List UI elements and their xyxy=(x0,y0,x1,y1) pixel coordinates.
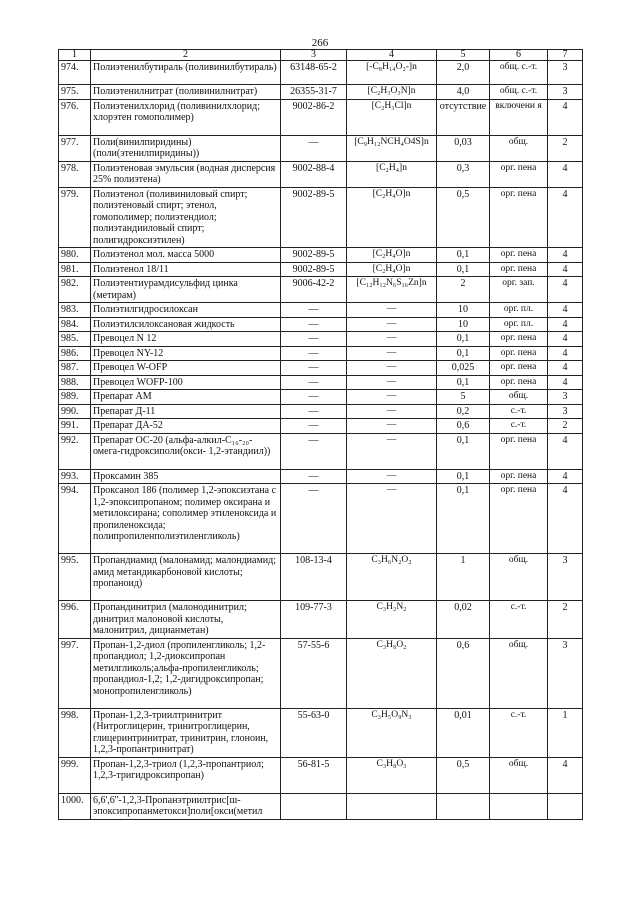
cell-value: 0,1 xyxy=(437,469,490,484)
cell-formula: [C₂H₄O]n xyxy=(347,187,437,248)
cell-name: Полиэтилгидросилоксан xyxy=(91,303,281,318)
cell-cls: 4 xyxy=(548,484,583,554)
cell-formula: — xyxy=(347,419,437,434)
cell-formula: [C₂H₄]n xyxy=(347,161,437,187)
cell-value: 0,1 xyxy=(437,248,490,263)
cell-formula: — xyxy=(347,317,437,332)
cell-state: орг. пена xyxy=(490,187,548,248)
cell-cls: 2 xyxy=(548,601,583,639)
cell-cls: 4 xyxy=(548,262,583,277)
column-header: 4 xyxy=(347,50,437,61)
cell-num: 992. xyxy=(59,433,91,469)
table-row xyxy=(59,638,583,708)
table-row xyxy=(59,433,583,469)
cell-cas: — xyxy=(281,469,347,484)
cell-value: 0,3 xyxy=(437,161,490,187)
cell-formula: — xyxy=(347,390,437,405)
table-row xyxy=(59,390,583,405)
cell-state: включени я xyxy=(490,99,548,135)
cell-cas: 9002-89-5 xyxy=(281,262,347,277)
cell-formula: [-C₈H₁₄O₂-]n xyxy=(347,61,437,85)
cell-cas: 9002-88-4 xyxy=(281,161,347,187)
cell-cls: 4 xyxy=(548,187,583,248)
cell-value: 0,5 xyxy=(437,187,490,248)
cell-state: общ. с.-т. xyxy=(490,61,548,85)
cell-value: 10 xyxy=(437,317,490,332)
cell-state: орг. пена xyxy=(490,262,548,277)
cell-cls: 4 xyxy=(548,99,583,135)
cell-value: 0,03 xyxy=(437,135,490,161)
cell-cas: 109-77-3 xyxy=(281,601,347,639)
cell-state: орг. пена xyxy=(490,248,548,263)
cell-formula: — xyxy=(347,375,437,390)
cell-cls: 4 xyxy=(548,433,583,469)
cell-name: Полиэтенилхлорид (поливинилхлорид; хлорэтен гомополимер) xyxy=(91,99,281,135)
cell-cas: 9002-86-2 xyxy=(281,99,347,135)
column-header: 2 xyxy=(91,50,281,61)
cell-num: 987. xyxy=(59,361,91,376)
cell-name: Поли(винилпиридины) (поли(этенилпиридины)) xyxy=(91,135,281,161)
cell-name: Проксанол 186 (полимер 1,2-эпоксиэтана с 1,2-эпоксипропаном; полимер оксирана и метилоксирана; сополимер этиленоксида и пропиленоксида; полипропиленполиэтиленгликоль) xyxy=(91,484,281,554)
cell-name: 6,6',6''-1,2,3-Пропанэтриилтрис[ш-эпоксипропанметокси]поли[окси(метил xyxy=(91,793,281,819)
cell-formula: [C₉H₁₂NCH₄O4S]n xyxy=(347,135,437,161)
cell-cas: — xyxy=(281,484,347,554)
table-row xyxy=(59,85,583,100)
cell-formula xyxy=(347,793,437,819)
table-row xyxy=(59,346,583,361)
cell-state: орг. зап. xyxy=(490,277,548,303)
cell-state: общ. xyxy=(490,757,548,793)
cell-name: Полиэтенилбутираль (поливинилбутираль) xyxy=(91,61,281,85)
cell-cas: — xyxy=(281,346,347,361)
cell-cls: 4 xyxy=(548,346,583,361)
cell-formula: [C₁₂H₁₂N₆S₁₆Zn]n xyxy=(347,277,437,303)
cell-value xyxy=(437,793,490,819)
cell-name: Полиэтеновая эмульсия (водная дисперсия 25% полиэтена) xyxy=(91,161,281,187)
cell-state: с.-т. xyxy=(490,419,548,434)
cell-value: 2,0 xyxy=(437,61,490,85)
cell-name: Превоцел N 12 xyxy=(91,332,281,347)
page-number: 266 xyxy=(311,37,329,49)
cell-cas: 108-13-4 xyxy=(281,554,347,601)
cell-state: общ. xyxy=(490,638,548,708)
cell-num: 988. xyxy=(59,375,91,390)
cell-name: Превоцел NY-12 xyxy=(91,346,281,361)
cell-num: 974. xyxy=(59,61,91,85)
table-row xyxy=(59,601,583,639)
cell-cas: — xyxy=(281,375,347,390)
cell-state: с.-т. xyxy=(490,404,548,419)
cell-num: 995. xyxy=(59,554,91,601)
column-header: 6 xyxy=(490,50,548,61)
cell-state: общ. xyxy=(490,135,548,161)
cell-value: 0,1 xyxy=(437,484,490,554)
cell-name: Препарат ОС-20 (альфа-алкил-C₁₆-₂₀-омега-гидроксиполи(окси- 1,2-этандиил)) xyxy=(91,433,281,469)
cell-cls: 4 xyxy=(548,161,583,187)
substances-table xyxy=(58,49,583,820)
cell-value: 0,025 xyxy=(437,361,490,376)
cell-name: Препарат Д-11 xyxy=(91,404,281,419)
cell-num: 996. xyxy=(59,601,91,639)
cell-value: 0,01 xyxy=(437,708,490,757)
cell-value: 0,1 xyxy=(437,346,490,361)
cell-cls: 2 xyxy=(548,135,583,161)
cell-value: 0,1 xyxy=(437,375,490,390)
cell-formula: — xyxy=(347,346,437,361)
cell-cls: 4 xyxy=(548,332,583,347)
cell-cas: 26355-31-7 xyxy=(281,85,347,100)
cell-cls: 4 xyxy=(548,757,583,793)
cell-num: 998. xyxy=(59,708,91,757)
cell-value: 1 xyxy=(437,554,490,601)
table-row xyxy=(59,332,583,347)
table-row xyxy=(59,61,583,85)
cell-formula: — xyxy=(347,404,437,419)
cell-cas: 9006-42-2 xyxy=(281,277,347,303)
cell-cas: — xyxy=(281,404,347,419)
cell-state: орг. пена xyxy=(490,469,548,484)
cell-formula: — xyxy=(347,433,437,469)
cell-cls xyxy=(548,793,583,819)
table-row xyxy=(59,277,583,303)
cell-state: орг. пена xyxy=(490,361,548,376)
cell-cls: 4 xyxy=(548,361,583,376)
column-header: 3 xyxy=(281,50,347,61)
cell-state: орг. пена xyxy=(490,433,548,469)
cell-name: Пропандиамид (малонамид; малондиамид; амид метандикарбоновой кислоты; пропаноид) xyxy=(91,554,281,601)
cell-num: 982. xyxy=(59,277,91,303)
cell-cas: — xyxy=(281,303,347,318)
cell-num: 989. xyxy=(59,390,91,405)
cell-name: Препарат ДА-52 xyxy=(91,419,281,434)
cell-num: 985. xyxy=(59,332,91,347)
cell-state: орг. пена xyxy=(490,332,548,347)
cell-formula: C₃H₂N₂ xyxy=(347,601,437,639)
cell-state: орг. пена xyxy=(490,346,548,361)
cell-name: Пропан-1,2,3-триилтринитрит (Нитроглицерин, тринитроглицерин, глицеринтринитрат, тринитрин, глоноин, 1,2,3-пропантринитрат) xyxy=(91,708,281,757)
cell-formula: [C₂H₄O]n xyxy=(347,262,437,277)
cell-value: 0,6 xyxy=(437,419,490,434)
cell-name: Полиэтенилнитрат (поливинилнитрат) xyxy=(91,85,281,100)
cell-cas: — xyxy=(281,433,347,469)
cell-num: 990. xyxy=(59,404,91,419)
table-row xyxy=(59,161,583,187)
cell-cas: 9002-89-5 xyxy=(281,248,347,263)
cell-formula: — xyxy=(347,303,437,318)
cell-formula: — xyxy=(347,361,437,376)
table-row xyxy=(59,469,583,484)
cell-num: 980. xyxy=(59,248,91,263)
cell-state: с.-т. xyxy=(490,601,548,639)
cell-num: 983. xyxy=(59,303,91,318)
cell-value: 0,1 xyxy=(437,332,490,347)
cell-cls: 4 xyxy=(548,375,583,390)
cell-cls: 3 xyxy=(548,638,583,708)
cell-formula: — xyxy=(347,484,437,554)
cell-num: 978. xyxy=(59,161,91,187)
table-row xyxy=(59,262,583,277)
cell-cls: 4 xyxy=(548,303,583,318)
cell-state: орг. пена xyxy=(490,161,548,187)
cell-cls: 3 xyxy=(548,61,583,85)
cell-num: 991. xyxy=(59,419,91,434)
cell-value: 0,2 xyxy=(437,404,490,419)
cell-cas: — xyxy=(281,317,347,332)
cell-formula: C₃H₈O₂ xyxy=(347,638,437,708)
cell-name: Проксамин 385 xyxy=(91,469,281,484)
cell-cas: — xyxy=(281,419,347,434)
cell-num: 979. xyxy=(59,187,91,248)
cell-name: Полиэтилсилоксановая жидкость xyxy=(91,317,281,332)
cell-value: 0,6 xyxy=(437,638,490,708)
cell-num: 975. xyxy=(59,85,91,100)
column-header: 7 xyxy=(548,50,583,61)
cell-cas: 57-55-6 xyxy=(281,638,347,708)
table-row xyxy=(59,248,583,263)
cell-formula: C₃H₅O₉N₃ xyxy=(347,708,437,757)
cell-cls: 4 xyxy=(548,277,583,303)
cell-formula: C₃H₈O₃ xyxy=(347,757,437,793)
cell-cls: 4 xyxy=(548,248,583,263)
column-header-row xyxy=(59,50,583,61)
cell-state: орг. пена xyxy=(490,375,548,390)
table-row xyxy=(59,99,583,135)
cell-cls: 3 xyxy=(548,554,583,601)
cell-name: Пропан-1,2,3-триол (1,2,3-пропантриол; 1,2,3-тригидроксипропан) xyxy=(91,757,281,793)
cell-num: 981. xyxy=(59,262,91,277)
cell-value: 0,1 xyxy=(437,262,490,277)
cell-num: 977. xyxy=(59,135,91,161)
cell-formula: C₃H₆N₂O₂ xyxy=(347,554,437,601)
cell-num: 1000. xyxy=(59,793,91,819)
cell-name: Полиэтенол 18/11 xyxy=(91,262,281,277)
table-row xyxy=(59,135,583,161)
cell-state: орг. пена xyxy=(490,484,548,554)
table-row xyxy=(59,419,583,434)
cell-value: 2 xyxy=(437,277,490,303)
cell-num: 994. xyxy=(59,484,91,554)
cell-value: 0,1 xyxy=(437,433,490,469)
cell-state: орг. пл. xyxy=(490,303,548,318)
cell-name: Пропан-1,2-диол (пропиленгликоль; 1,2-пропандиол; 1,2-диоксипропан метилгликоль;альфа-пропиленгликоль; пропандиол-1,2; 1,2-дигидроксипропан; монопропиленгликоль) xyxy=(91,638,281,708)
cell-name: Превоцел WOFP-100 xyxy=(91,375,281,390)
cell-value: 5 xyxy=(437,390,490,405)
cell-cas xyxy=(281,793,347,819)
table-row xyxy=(59,708,583,757)
table-row xyxy=(59,793,583,819)
cell-state: общ. xyxy=(490,554,548,601)
cell-cls: 3 xyxy=(548,85,583,100)
cell-cls: 3 xyxy=(548,390,583,405)
table-row xyxy=(59,484,583,554)
cell-formula: — xyxy=(347,469,437,484)
cell-name: Полиэтентиурамдисульфид цинка (метирам) xyxy=(91,277,281,303)
cell-cls: 4 xyxy=(548,469,583,484)
table-row xyxy=(59,404,583,419)
table-row xyxy=(59,361,583,376)
cell-state: общ. с.-т. xyxy=(490,85,548,100)
cell-name: Препарат АМ xyxy=(91,390,281,405)
cell-num: 993. xyxy=(59,469,91,484)
cell-cls: 2 xyxy=(548,419,583,434)
cell-cls: 1 xyxy=(548,708,583,757)
cell-num: 997. xyxy=(59,638,91,708)
table-row xyxy=(59,303,583,318)
column-header: 5 xyxy=(437,50,490,61)
cell-name: Превоцел W-OFP xyxy=(91,361,281,376)
cell-num: 984. xyxy=(59,317,91,332)
cell-value: 0,02 xyxy=(437,601,490,639)
table-row xyxy=(59,317,583,332)
table-row xyxy=(59,554,583,601)
cell-cas: 9002-89-5 xyxy=(281,187,347,248)
cell-cls: 4 xyxy=(548,317,583,332)
table-row xyxy=(59,757,583,793)
cell-state: общ. xyxy=(490,390,548,405)
cell-state xyxy=(490,793,548,819)
cell-cas: — xyxy=(281,390,347,405)
cell-value: 4,0 xyxy=(437,85,490,100)
cell-formula: [C₂H₃O₃N]n xyxy=(347,85,437,100)
cell-formula: — xyxy=(347,332,437,347)
cell-cas: 56-81-5 xyxy=(281,757,347,793)
cell-state: орг. пл. xyxy=(490,317,548,332)
cell-cls: 3 xyxy=(548,404,583,419)
cell-value: отсутствие xyxy=(437,99,490,135)
cell-name: Пропандинитрил (малонодинитрил; динитрил малоновой кислоты, малонитрил, дицианметан) xyxy=(91,601,281,639)
table-row xyxy=(59,375,583,390)
cell-value: 10 xyxy=(437,303,490,318)
cell-cas: — xyxy=(281,135,347,161)
cell-name: Полиэтенол (поливиниловый спирт; полиэтеновый спирт; этенол, гомополимер; полиэтендиол; полиэтандииловый спирт; полигидроксиэтилен) xyxy=(91,187,281,248)
cell-cas: 63148-65-2 xyxy=(281,61,347,85)
cell-formula: [C₂H₄O]n xyxy=(347,248,437,263)
cell-num: 976. xyxy=(59,99,91,135)
cell-cas: 55-63-0 xyxy=(281,708,347,757)
cell-state: с.-т. xyxy=(490,708,548,757)
cell-cas: — xyxy=(281,332,347,347)
cell-formula: [C₂H₃Cl]n xyxy=(347,99,437,135)
table-row xyxy=(59,187,583,248)
column-header: 1 xyxy=(59,50,91,61)
cell-cas: — xyxy=(281,361,347,376)
cell-num: 999. xyxy=(59,757,91,793)
cell-name: Полиэтенол мол. масса 5000 xyxy=(91,248,281,263)
cell-num: 986. xyxy=(59,346,91,361)
cell-value: 0,5 xyxy=(437,757,490,793)
